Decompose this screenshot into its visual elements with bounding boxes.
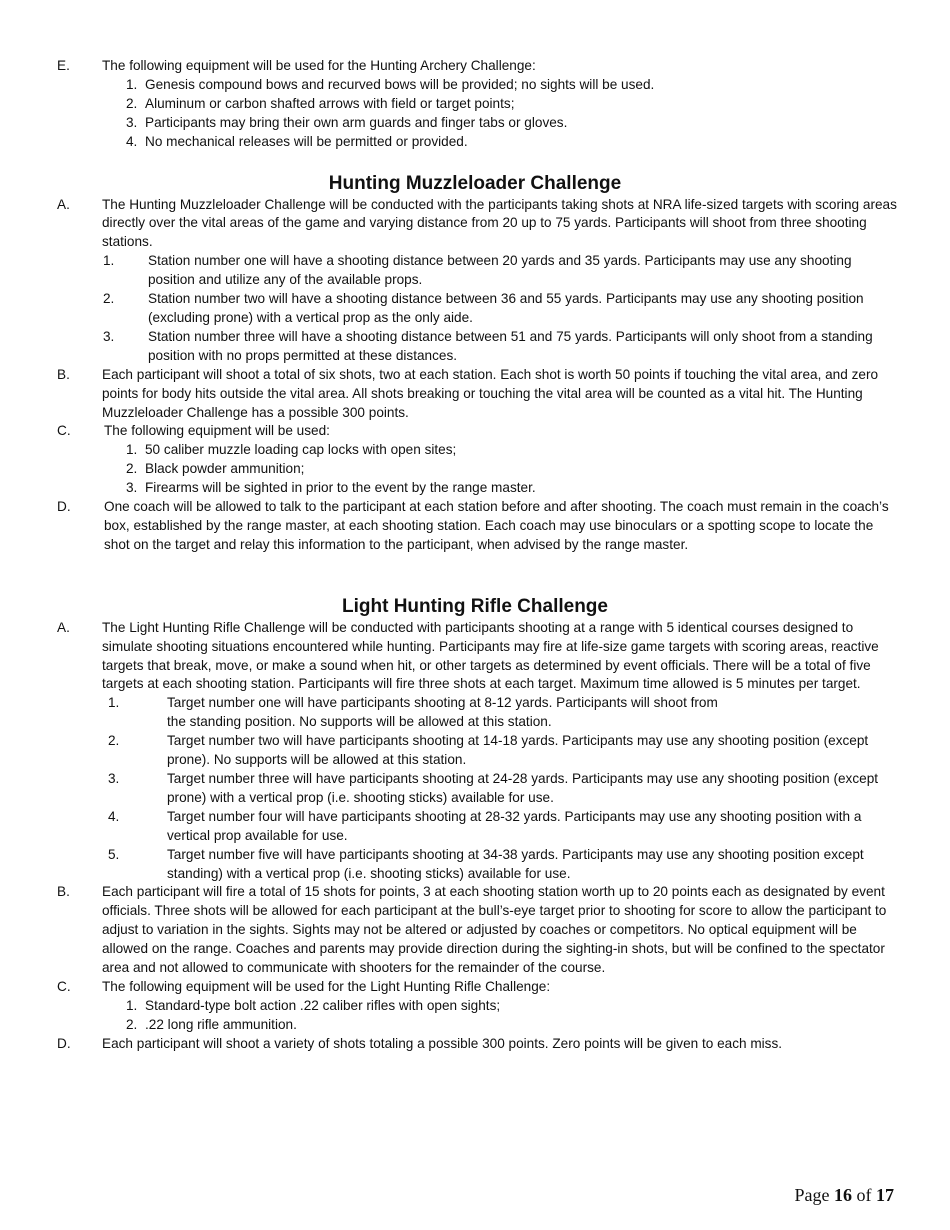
- list-item: 2. Station number two will have a shooting distance between 36 and 55 yards. Participants may use any shooting position (excluding prone) with a vertical prop as the only aide.: [103, 291, 864, 325]
- muzzleloader-equipment-list: [0, 441, 950, 498]
- list-item: 4. No mechanical releases will be permitted or provided.: [126, 133, 468, 149]
- section-text: The following equipment will be used for the Hunting Archery Challenge:: [102, 58, 536, 73]
- list-item: 3. Target number three will have participants shooting at 24-28 yards. Participants may use any shooting position (except prone) with a vertical prop (i.e. shooting sticks) available for use.: [108, 771, 879, 805]
- muzzleloader-section-c: C. The following equipment will be used:: [57, 423, 330, 439]
- list-item: 2. Target number two will have participants shooting at 14-18 yards. Participants may use any shooting position (except prone). No supports will be allowed at this station.: [108, 733, 869, 768]
- muzzleloader-section-d: D. One coach will be allowed to talk to the participant at each station before and after shooting. The coach must remain in the coach’s box, established by the range master, at each shooting station. Each coach may use binoculars or a spotting scope to locate the shot on the target and relay this information to the participant, when advised by the range master.: [57, 499, 889, 552]
- list-item: 1. Standard-type bolt action .22 caliber rifles with open sights;: [126, 997, 501, 1013]
- list-item: 3. Station number three will have a shooting distance between 51 and 75 yards. Participants will only shoot from a standing position with no props permitted at these distances.: [103, 328, 873, 363]
- list-item: 5. Target number five will have participants shooting at 34-38 yards. Participants may use any shooting position except standing) with a vertical prop (i.e. shooting sticks) available for use.: [108, 846, 864, 881]
- rifle-section-c: C. The following equipment will be used for the Light Hunting Rifle Challenge:: [57, 978, 551, 994]
- list-item: 1. 50 caliber muzzle loading cap locks with open sites;: [126, 442, 457, 458]
- list-item: 1. Station number one will have a shooting distance between 20 yards and 35 yards. Participants may use any shooting position and utilize any of the available props.: [103, 253, 852, 288]
- list-item: 3. Firearms will be sighted in prior to the event by the range master.: [126, 480, 536, 496]
- rifle-section-a: A. The Light Hunting Rifle Challenge will be conducted with participants shooting at a range with 5 identical courses designed to simulate shooting situations encountered while hunting. Participants may fire at life-size game targets with scoring areas, reactive targets that break, move, or make a sound when hit, or other targets as determined by event officials. There will be a total of five targets at each shooting station. Participants will fire three shots at each target. Maximum time allowed is 5 minutes per target.: [57, 619, 879, 692]
- page-number: Page 16 of 17: [794, 1185, 894, 1205]
- list-item: 2. Aluminum or carbon shafted arrows with field or target points;: [126, 95, 515, 111]
- list-item: 2. .22 long rifle ammunition.: [126, 1016, 297, 1032]
- section-heading-rifle: Light Hunting Rifle Challenge: [342, 595, 608, 617]
- rifle-section-b: B. Each participant will fire a total of 15 shots for points, 3 at each shooting station worth up to 20 points each as designated by event officials. Three shots will be allowed for each participant at the bull’s-eye target prior to shooting for score to allow the participant to adjust to variation in the sights. Sights may not be altered or adjusted by coaches or competitors. No optical equipment will be allowed on the range. Coaches and parents may provide direction during the sighting-in shots, but will be confined to the spectator area and not allowed to communicate with shooters for the remainder of the course.: [57, 884, 887, 976]
- list-item: 3. Participants may bring their own arm guards and finger tabs or gloves.: [126, 114, 568, 130]
- archery-section-e: [0, 57, 950, 76]
- list-item: 2. Black powder ammunition;: [126, 461, 305, 477]
- archery-equipment-list: [0, 76, 950, 152]
- muzzleloader-section-b: B. Each participant will shoot a total of six shots, two at each station. Each shot is worth 50 points if touching the vital area, and zero points for body hits outside the vital area. All shots breaking or touching the vital area will be counted as a vital hit. The Hunting Muzzleloader Challenge has a possible 300 points.: [57, 366, 879, 420]
- list-item: 4. Target number four will have participants shooting at 28-32 yards. Participants may use any shooting position with a vertical prop available for use.: [108, 808, 862, 843]
- rifle-section-d: D. Each participant will shoot a variety of shots totaling a possible 300 points. Zero points will be given to each miss.: [57, 1035, 783, 1051]
- section-heading-muzzleloader: Hunting Muzzleloader Challenge: [328, 172, 622, 194]
- list-item: 1. Target number one will have participants shooting at 8-12 yards. Participants will shoot from the standing position. No supports will be allowed at this station.: [108, 695, 718, 730]
- rifle-equipment-list: [0, 997, 950, 1035]
- list-item: 1. Genesis compound bows and recurved bows will be provided; no sights will be used.: [126, 76, 655, 92]
- document-page: [0, 57, 950, 1054]
- section-label: E.: [57, 58, 70, 73]
- muzzleloader-section-a: A. The Hunting Muzzleloader Challenge will be conducted with the participants taking shots at NRA life-sized targets with scoring areas directly over the vital areas of the game and varying distance from 20 up to 75 yards. Participants will shoot from three shooting stations.: [57, 196, 897, 250]
